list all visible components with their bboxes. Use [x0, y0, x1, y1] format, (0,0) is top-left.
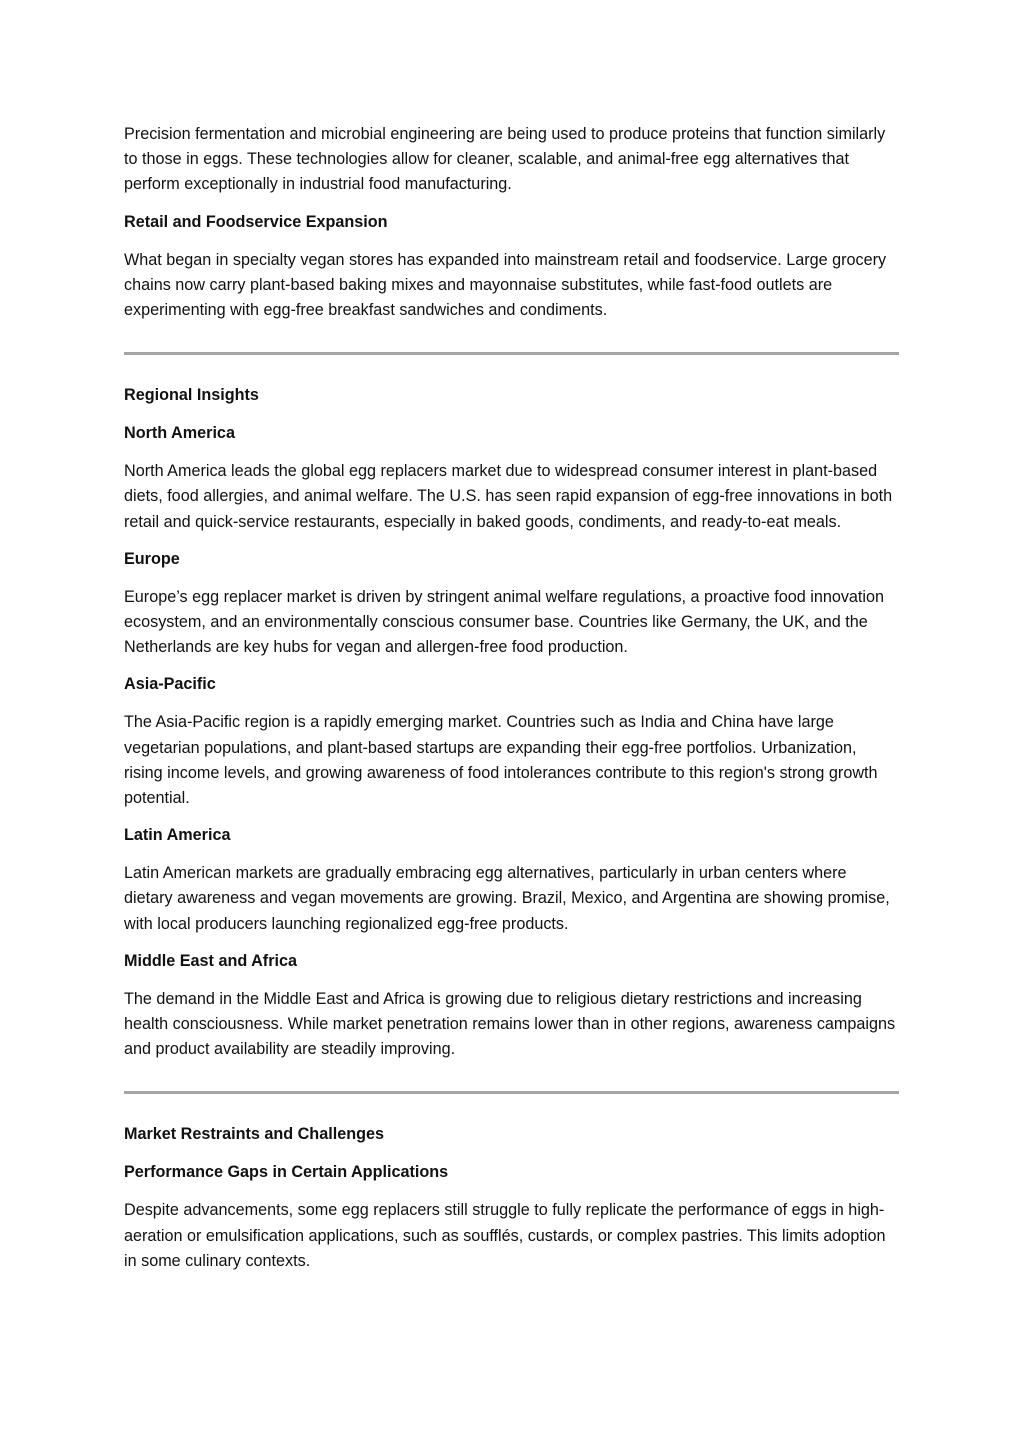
paragraph-europe: Europe’s egg replacer market is driven by stringent animal welfare regulations, a proactive food innovation ecosystem, and an environmentally conscious consumer base. Countries like Germany, the UK, and the Netherlands are key hubs for vegan and allergen-free food production.: [124, 587, 885, 657]
section-divider: [124, 1091, 899, 1094]
heading-europe: Europe: [124, 549, 180, 568]
heading-market-restraints: Market Restraints and Challenges: [124, 1125, 384, 1144]
paragraph-latin-america: Latin American markets are gradually embracing egg alternatives, particularly in urban centers where dietary awareness and vegan movements are growing. Brazil, Mexico, and Argentina are showing promise, with local producers launching regionalized egg-free products.: [124, 864, 890, 933]
heading-regional-insights: Regional Insights: [124, 386, 259, 405]
document-page: [124, 122, 899, 1286]
section-divider: [124, 352, 899, 355]
heading-north-america: North America: [124, 424, 235, 443]
heading-asia-pacific: Asia-Pacific: [124, 675, 216, 694]
heading-middle-east-africa: Middle East and Africa: [124, 951, 298, 970]
heading-latin-america: Latin America: [124, 826, 231, 845]
paragraph-performance-gaps: Despite advancements, some egg replacers still struggle to fully replicate the performance of eggs in high-aeration or emulsification applications, such as soufflés, custards, or complex pastries. This limits adoption in some culinary contexts.: [124, 1201, 886, 1270]
paragraph-asia-pacific: The Asia-Pacific region is a rapidly emerging market. Countries such as India and China have large vegetarian populations, and plant-based startups are expanding their egg-free portfolios. Urbanization, rising income levels, and growing awareness of food intolerances contribute to this region's strong growth potential.: [124, 713, 878, 808]
heading-retail-foodservice: Retail and Foodservice Expansion: [124, 212, 388, 231]
paragraph-north-america: North America leads the global egg replacers market due to widespread consumer interest in plant-based diets, food allergies, and animal welfare. The U.S. has seen rapid expansion of egg-free innovations in both retail and quick-service restaurants, especially in baked goods, condiments, and ready-to-eat meals.: [124, 462, 893, 531]
paragraph-precision-fermentation: Precision fermentation and microbial engineering are being used to produce proteins that function similarly to those in eggs. These technologies allow for cleaner, scalable, and animal-free egg alternatives that perform exceptionally in industrial food manufacturing.: [124, 125, 886, 194]
paragraph-middle-east-africa: The demand in the Middle East and Africa is growing due to religious dietary restrictions and increasing health consciousness. While market penetration remains lower than in other regions, awareness campaigns and product availability are steadily improving.: [124, 989, 896, 1059]
paragraph-retail-foodservice: What began in specialty vegan stores has expanded into mainstream retail and foodservice. Large grocery chains now carry plant-based baking mixes and mayonnaise substitutes, while fast-food outlets are experimenting with egg-free breakfast sandwiches and condiments.: [124, 250, 887, 320]
heading-performance-gaps: Performance Gaps in Certain Applications: [124, 1163, 449, 1182]
